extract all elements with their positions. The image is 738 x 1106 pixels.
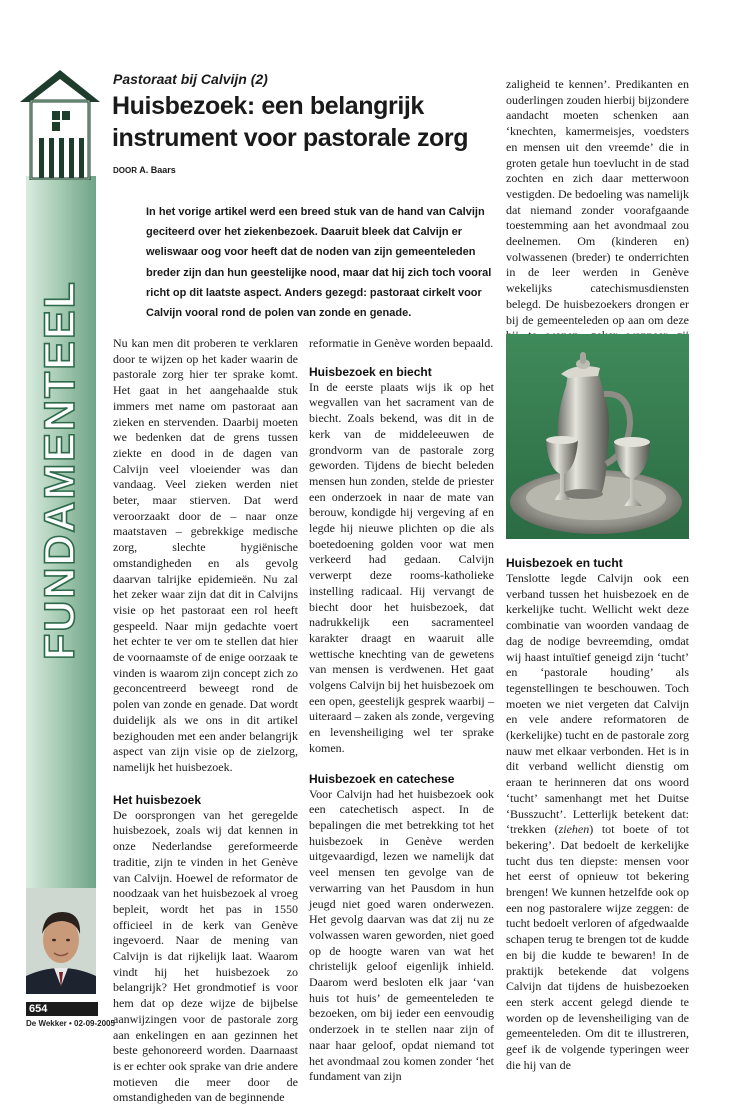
magazine-issue: De Wekker • 02-09-2005 <box>26 1019 115 1028</box>
paragraph: reformatie in Genève worden bepaald. <box>309 336 494 350</box>
paragraph-text: ) tot boete of tot bekering’. Dat bedoelt de kerkelijke tucht dus ten diepste: mensen voor het eerst of opnieuw tot bekering brengen! We kunnen hetzelfde ook op een nog pastoralere wijze zeggen: de tucht bedoelt verloren of afgedwaalde schapen terug te brengen tot de kudde en bij die kudde te bewaren! In de praktijk betekende dat volgens Calvijn dat tijdens de huisbezoeken een sterk accent gelegd diende te worden op de levensheiliging van de gemeenteleden. Om dit te illustreren, geef ik de volgende typeringen weer die hij van de <box>506 822 689 1072</box>
section-heading: Het huisbezoek <box>113 792 202 807</box>
intro-paragraph: In het vorige artikel werd een breed stuk van de hand van Calvijn geciteerd over het ziekenbezoek. Daaruit bleek dat Calvijn er weliswaar oog voor heeft dat de noden van zijn gemeenteleden breder zijn dan hun geestelijke nood, maar dat hij zich toch vooral richt op dit laatste aspect. Anders gezegd: pastoraat cirkelt voor Calvijn vooral rond de polen van zonde en genade. <box>146 206 492 320</box>
section-heading: Huisbezoek en biecht <box>309 364 432 379</box>
paragraph: De oorsprongen van het geregelde huisbezoek, zoals wij dat kennen in onze Nederlandse gereformeerde traditie, zijn te vinden in het Genève van Calvijn. Hoewel de reformator de noodzaak van het huisbezoek al vroeg bepleit, wordt het pas in 1550 officieel in de kerk van Genève ingevoerd. Naar de mening van Calvijn is dat rijkelijk laat. Waarom vindt hij het huisbezoek zo belangrijk? Het grondmotief is voor hem dat op deze wijze de bijbelse aanwijzingen voor de pastorale zorg aan enkelingen en aan gezinnen het beste gehonoreerd worden. Daarnaast is er echter ook sprake van drie andere motieven die meer door de omstandigheden van de beginnende <box>113 807 298 1105</box>
paragraph <box>506 571 689 1074</box>
paragraph-text: Tenslotte legde Calvijn ook een verband tussen het huisbezoek en de kerkelijke tucht. Wellicht wekt deze combinatie van woorden vandaag de dag de nodige bevreemding, omdat wij haast intuïtief geneigd zijn ‘tucht’ en ‘pastorale houding’ als tegenstellingen te beschouwen. Toch moeten we niet vergeten dat Calvijn en vele andere reformatoren de (kerkelijke) tucht en de pastorale zorg nauw met elkaar verbonden. Het is in dit verband wellicht dienstig om eraan te herinneren dat ons woord ‘tucht’ samenhangt met het Duitse ‘Busszucht’. Letterlijk betekent dat: ‘trekken ( <box>506 571 689 837</box>
paragraph: Voor Calvijn had het huisbezoek ook een catechetisch aspect. In de bepalingen die met betrekking tot het huisbezoek in Genève werden uitgevaardigd, lezen we namelijk dat veel mensen ten gevolge van de verwarring van het Pausdom in hun jeugd niet goed waren onderwezen. Het gevolg daarvan was dat zij nu ze volwassen waren geworden, niet goed op de hoogte waren van wat het christelijk geloof eigenlijk inhield. Daarom werd besloten elk jaar ‘van huis tot huis’ de gemeenteleden te bezoeken, om bij ieder een eenvoudig onderzoek in te stellen naar zijn of naar haar geloof, opdat niemand tot het avondmaal zou komen zonder ‘het fundament van zijn <box>309 786 494 1084</box>
body-column-2 <box>309 336 494 1085</box>
rubric-label: FUNDAMENTEEL <box>36 280 84 660</box>
author-portrait <box>26 888 96 994</box>
body-column-1 <box>113 336 298 1106</box>
series-title: Pastoraat bij Calvijn (2) <box>113 71 268 87</box>
emphasis: ziehen <box>558 822 590 837</box>
body-column-3-bottom <box>506 555 689 1074</box>
paragraph: Nu kan men dit proberen te verklaren door te wijzen op het kader waarin de pastorale zorg hier ter sprake komt. Het gaat in het aangehaalde stuk immers met name om pastoraat aan zieken en stervenden. Daarbij moeten we bedenken dat de grens tussen ziekte en dood in de dagen van Calvijn veel vloeiender was dan vandaag. Veel zieken werden niet beter, maar stierven. Dat werd veroorzaakt door de – naar onze maatstaven – gebrekkige medische zorg, slechte hygiënische omstandigheden en als gevolg daarvan talrijke epidemieën. Nu zal het zeker waar zijn dat dit in Calvijns visie op het pastoraat een rol heeft gespeeld. Naar mijn gedachte voert het echter te ver om te stellen dat hier de voornaamste of de enige oorzaak te vinden is waarom zijn concept zich zo geconcentreerd beweegt rond de polen van zonde en genade. Dat wordt duidelijk als we ons in dit artikel bezighouden met een ander belangrijk aspect van zijn visie op de zielzorg, namelijk het huisbezoek. <box>113 336 298 774</box>
byline <box>113 165 176 175</box>
author-name: A. Baars <box>139 165 176 175</box>
paragraph: In de eerste plaats wijs ik op het wegvallen van het sacrament van de biecht. Zoals bekend, was dit in de kerk van de middeleeuwen de grondvorm van de pastorale zorg geworden. Tijdens de biecht beleden mensen hun zonden, stelde de priester een onderzoek in naar de mate van berouw, kondigde hij vergeving af en legde hij nieuwe plichten op die als boetedoening golden voor wat men verkeerd had gedaan. Calvijn verwerpt deze rooms-katholieke instelling radicaal. Hij vervangt de biecht door het huisbezoek, dat nadrukkelijk een sacramenteel karakter draagt en waaruit alle wettische knechting van de gewetens van mensen is verdwenen. Het gaat volgens Calvijn bij het huisbezoek om een open, geestelijk gesprek waarbij – uiteraard – zaken als zonde, vergeving en levensheiliging wel ter sprake komen. <box>309 379 494 755</box>
section-heading: Huisbezoek en tucht <box>506 556 623 570</box>
byline-prefix: DOOR <box>113 166 137 175</box>
page-number: 654 <box>26 1002 98 1016</box>
communion-set-photo <box>506 334 689 539</box>
paragraph: zaligheid te kennen’. Predikanten en ouderlingen zouden hierbij bijzondere aandacht moeten schenken aan ‘knechten, kamermeisjes, voedsters en mensen uit den vreemde’ die in groten getale hun toevlucht in de stad zochten en zich daar metterwoon vestigden. De bedoeling was namelijk dat niemand zonder voorafgaande toestemming aan het avondmaal zou deelnemen. Om (kinderen en) volwassenen (breder) te onderrichten in de leer werden in Genève wekelijks catechismusdiensten belegd. De huisbezoekers drongen er bij de gemeenteleden op aan om deze <box>506 77 689 327</box>
body-column-3-top <box>506 77 689 375</box>
house-logo-icon <box>18 68 102 180</box>
article-title: Huisbezoek: een belangrijk instrument voor pastorale zorg <box>112 92 469 152</box>
section-heading: Huisbezoek en catechese <box>309 771 455 786</box>
